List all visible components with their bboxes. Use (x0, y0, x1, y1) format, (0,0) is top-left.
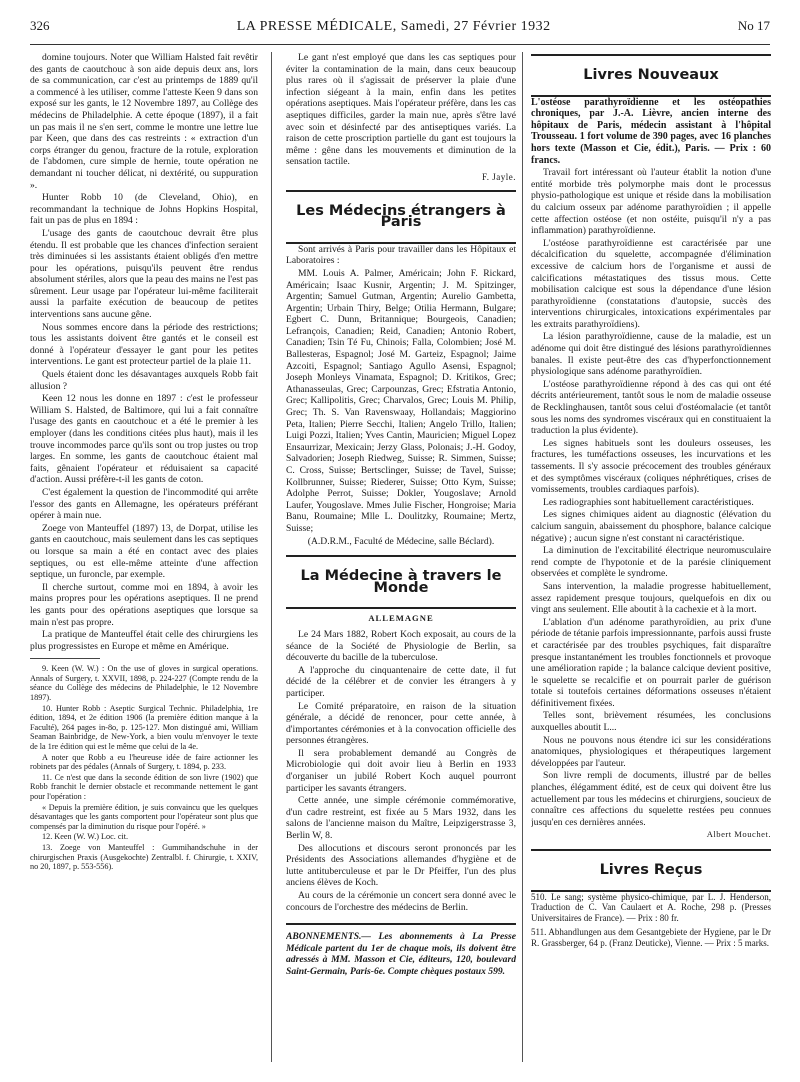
section-books-received (531, 849, 771, 892)
review-heading: L'ostéose parathyroïdienne et les ostéopathies chroniques, par J.-A. Lièvre, ancien interne des hôpitaux de Paris, médecin assistant à l'hôpital Trousseau. 1 fort volume de 390 pages, avec 16 planches hors texte (Masson et Cie, édit.), Paris. — Prix : 60 francs. (531, 96, 771, 166)
paragraph: C'est également la question de l'incommodité qui arrête l'essor des gants en Allemagne, les opérateurs préférant opérer à main nue. (30, 486, 258, 522)
paragraph: Keen 12 nous les donne en 1897 : c'est le professeur William S. Halsted, de Baltimore, qui lui a fait connaître l'usage des gants en caoutchouc et a été le premier à les employer (dans les conditions citées plus haut), mais il les trouve incommodes parce qu'ils sont ou trop justes ou trop larges. En somme, les gants de caoutchouc étaient mal faits, gênaient l'opérateur et réduisaient sa capacité d'action. Aussi préfère-t-il les gants de coton. (30, 393, 258, 486)
section-title: Livres Reçus (599, 862, 703, 878)
section-intro: Sont arrivés à Paris pour travailler dans les Hôpitaux et Laboratoires : (286, 243, 516, 267)
journal-title: LA PRESSE MÉDICALE, Samedi, 27 Février 1932 (236, 19, 551, 34)
paragraph: Le gant n'est employé que dans les cas septiques pour éviter la contamination de la main, dans ceux beaucoup plus rares où il s'agissait de préserver la plaie d'une infection siégeant à la main, enfin dans les petites opérations aseptiques. Mais l'opérateur préfère, dans les cas aseptiques difficiles, garder la main nue, après s'être lavé avec soin et désinfecté par des antiseptiques variés. La raison de cette proscription partielle du gant est toujours la même : gêne dans les mouvements et diminution de la sensation tactile. (286, 52, 516, 168)
paragraph: La pratique de Manteuffel était celle des chirurgiens les plus progressistes en Europe et même en Amérique. (30, 629, 258, 652)
footnote: 10. Hunter Robb : Aseptic Surgical Technic. Philadelphia, 1re édition, 1894, et 2e édition 1906 (la première édition manque à la Faculté), 264 pages in-8o, p. 125-127. Mon distingué ami, William Seaman Bainbridge, de New-York, a bien voulu m'envoyer le texte de la 1re édition qui est le même que celui de la 4e. (30, 703, 258, 752)
issue-number: No 17 (737, 18, 770, 33)
column-divider (522, 52, 523, 1062)
footnote: A noter que Robb a eu l'heureuse idée de faire actionner les robinets par des pédales (Annals of Surgery, t. 1894, p. 233. (30, 752, 258, 772)
doctors-source: (A.D.R.M., Faculté de Médecine, salle Béclard). (307, 535, 495, 547)
paragraph: La lésion parathyroïdienne, cause de la maladie, est un adénome qui doit être distingué des lésions parathyroïdiennes banales. Il existe peut-être des cas d'hyperfonctionnement physiologique sans adénome parathyroïdien. (531, 331, 771, 378)
paragraph: Il sera probablement demandé au Congrès de Microbiologie qui doit avoir lieu à Berlin en 1933 d'organiser un jubilé Robert Koch auquel pourront participer les savants étrangers. (286, 747, 516, 794)
book-entry: 510. Le sang; système physico-chimique, par L. J. Henderson, Traduction de C. Van Caulaert et A. Roche, 298 p. (Presses Universitaires de France). — Prix : 80 fr. (531, 891, 771, 923)
author-signature: F. Jayle. (481, 171, 516, 182)
paragraph: Travail fort intéressant où l'auteur établit la notion d'une entité morbide très polymorphe mais dont le processus physio-pathologique est unique et réside dans la mobilisation du calcium osseux par adénome parathyroïdien ; il appelle cette affection ostéose (et non ostéite, puisqu'il n'y a pas inflammation) parathyroïdienne. (531, 167, 771, 237)
section-title: La Médecine à travers le Monde (300, 568, 502, 596)
article-body (30, 52, 258, 652)
paragraph: Sans intervention, la maladie progresse habituellement, assez rapidement presque toujours, quelquefois en dix ou vingt ans seulement. Elle aboutit à la cachexie et à la mort. (531, 580, 771, 616)
book-entry: 511. Abhandlungen aus dem Gesantgebiete der Hygiene, par le Dr R. Grassberger, 64 p. (Franz Deuticke), Vienne. — Prix : 5 marks. (531, 927, 771, 948)
article-body-continued (286, 52, 516, 168)
books-list (531, 892, 771, 949)
paragraph: Son livre rempli de documents, illustré par de belles planches, élégamment édité, est de ceux qui doivent être lus actuellement par tous les médecins et chirurgiens, soucieux de connaître ces affections du squelette restées peu connues jusqu'en ces dernières années. (531, 770, 771, 828)
paragraph: Quels étaient donc les désavantages auxquels Robb fait allusion ? (30, 369, 258, 392)
paragraph: Nous sommes encore dans la période des restrictions; tous les assistants doivent être gantés et le conseil est donné à l'opérateur d'essayer le gant pour les petites interventions. Le gant est protecteur partiel de la plaie 11. (30, 321, 258, 368)
column-divider (271, 52, 272, 1062)
paragraph: domine toujours. Noter que William Halsted fait revêtir des gants de caoutchouc à son aide depuis deux ans, lors de sa communication, car c'est au printemps de 1889 qu'il a commencé à les utiliser, comme l'atteste Keen 9 dans son exposé sur les gants, le 12 Novembre 1897, au Collège des médecins de Philadelphie. A cette époque (1897), il a fait un pas mais il ne s'en sert, comme le montre une lettre lue par Keen, que dans des cas restreints : « extraction d'un corps étranger du genou, fracture de la rotule, exploration de l'abdomen, cure simple de hernie, toute opération ne demandant ni toucher délicat, ni dextérité, ou suppuration ». (30, 52, 258, 191)
column-middle (286, 52, 516, 1062)
paragraph: L'ostéose parathyroïdienne est caractérisée par une décalcification du squelette, accompagnée d'élimination excessive de calcium hors de l'organisme et aussi de calcifications métastatiques des tissus mous. Cette mobilisation calcique est sous la dépendance d'une lésion parathyroïdienne (constatations d'autopsie, succès des interventions chirurgicales, intoxications expérimentales par les extraits parathyroïdiens). (531, 237, 771, 330)
footnote: 9. Keen (W. W.) : On the use of gloves in surgical operations. Annals of Surgery, t. XXVII, 1898, p. 224-227 (Compte rendu de la séance du Collège des médecins de Philadelphie, le 12 Novembre 1897). (30, 664, 258, 703)
paragraph: Les radiographies sont habituellement caractéristiques. (543, 496, 754, 508)
paragraph: L'usage des gants de caoutchouc devrait être plus étendu. Il est probable que les chances d'infection seraient très diminuées si les assistants étaient obligés d'en mettre pour les opérations, puisqu'ils peuvent être rendus absolument stériles, alors que la peau des mains ne l'est pas sûrement. Leur usage par l'opérateur lui-même faciliterait aussi la parfaite exécution de beaucoup de petites interventions sans aucune gêne. (30, 227, 258, 321)
paragraph: Des allocutions et discours seront prononcés par les Présidents des Associations allemandes d'hygiène et de lutte antituberculeuse et par le Dr Pfeiffer, l'un des plus anciens élèves de Koch. (286, 842, 516, 889)
news-body (286, 629, 516, 913)
footnote: 12. Keen (W. W.) Loc. cit. (42, 832, 129, 842)
footnote: 11. Ce n'est que dans la seconde édition de son livre (1902) que Robb franchit le dernier obstacle et recommande nettement le gant pour l'opération : (30, 772, 258, 801)
paragraph: Telles sont, brièvement résumées, les conclusions auxquelles aboutit L... (531, 710, 771, 734)
paragraph: Cette année, une simple cérémonie commémorative, d'un cadre restreint, est fixée au 5 Mars 1932, dans les salons de l'ancienne maison du Maître, Leipzigerstrasse 3, Berlin W, 8. (286, 795, 516, 842)
section-new-books (531, 54, 771, 97)
footnotes (30, 664, 258, 871)
paragraph: A l'approche du cinquantenaire de cette date, il fut décidé de la célébrer et de convier les étrangers à y participer. (286, 664, 516, 699)
paragraph: Nous ne pouvons nous étendre ici sur les considérations anatomiques, physiologiques et thérapeutiques largement développées par l'auteur. (531, 734, 771, 769)
paragraph: Au cours de la cérémonie un concert sera donné avec le concours de l'orchestre des médecins de Berlin. (286, 890, 516, 913)
subscriptions-notice: ABONNEMENTS.— Les abonnements à La Presse Médicale partent du 1er de chaque mois, ils doivent être adressés à MM. Masson et Cie, éditeurs, 120, boulevard Saint-Germain, Paris-6e. Compte chèques postaux 599. (286, 923, 516, 977)
footnote: « Depuis la première édition, je suis convaincu que les quelques désavantages que les gants comportent pour l'opérateur sont plus que compensés par la diminution du risque pour l'opéré. » (30, 802, 258, 831)
country-subheading: ALLEMAGNE (368, 613, 434, 624)
paragraph: Les signes habituels sont les douleurs osseuses, les fractures, les tuméfactions osseuses, les incurvations et les tassements. Il s'y associe précocement des troubles généraux et des symptômes viscéraux (coliques néphrétiques, crises de vomissements, troubles cardiaques parfois). (531, 437, 771, 496)
footnote: 13. Zoege von Manteuffel : Gummihandschuhe in der chirurgischen Praxis (Ausgekochte) Zentralbl. f. Chirurgie, t. XXIV, no 20, 1897, p. 553-556). (30, 842, 258, 872)
paragraph: L'ostéose parathyroïdienne répond à des cas qui ont été décrits antérieurement, tantôt sous le nom de maladie osseuse de Recklinghausen, tantôt sous celui d'ostéomalacie (et tantôt sous les noms des syndromes viscéraux qui en constituaient la traduction la plus évidente). (531, 378, 771, 437)
page-number: 326 (30, 18, 50, 33)
doctors-list: MM. Louis A. Palmer, Américain; John F. Rickard, Américain; Isaac Kusnir, Argentin; J. M. Spitzinger, Argentin; Samuel Gutman, Argentin; Aurelio Gambetta, Argentin; Urbain Thiry, Belge; Otilia Hermann, Bulgare; Egbert C. Dunn, Britannique; Bourgeois, Canadien; Lefrançois, Canadien; Reid, Canadien; Antonio Robert, Canadien; Tsin Té Fu, Chinois; Falla, Colombien; José M. Ballesteras, Espagnol; José M. Garteiz, Espagnol; Jaime Azcoiti, Espagnol; Santiago Agullo Asensi, Espagnol; Joseph Monleys Vinamata, Espagnol; D. Kritikos, Grec; Athanasseulas, Grec; Carpounzas, Grec; Efstratia Antonio, Grec; Kallipolitis, Grec; Charvalos, Grec; Louis M. Philip, Grec; Th. S. Van Ravenswaay, Hollandais; Maggiorino Peta, Italien; Pierre Secchi, Italien; Angelo Trillo, Italien; Luigi Pozzi, Italien; Yves Cantin, Mauricien; Miguel Lopez Ensaurrizar, Mexicain; Jerzy Glass, Polonais; J.-H. Godoy, Salvadorien; Joseph Riedweg, Suisse; R. Simmen, Suisse; C. Cross, Suisse; Bertsclinger, Suisse; de Tavel, Suisse; Kollbrunner, Suisse; Riederer, Suisse; Otto Kym, Suisse; Adolphe Perrot, Suisse; Dokler, Yougoslave; Arnold Laufer, Yougoslave. Mmes Julie Fischer, Hongroise; Maria Banu, Roumaine; Mlle L. Doulitzky, Roumaine; Mertz, Suisse; (286, 267, 516, 534)
paragraph: Le 24 Mars 1882, Robert Koch exposait, au cours de la séance de la Société de Physiologie de Berlin, sa découverte du bacille de la tuberculose. (286, 628, 516, 664)
reviewer-signature: Albert Mouchet. (706, 829, 771, 840)
paragraph: L'ablation d'un adénome parathyroïdien, au prix d'une période de tétanie parfois impressionnante, parfois aussi fruste et caractérisée par des troubles psychiques, fait disparaître presque instantanément les troubles fonctionnels et provoque une amélioration rapide ; la balance calcique devient positive, le squelette se recalcifie et on pourrait parler de guérison totale si toutefois certaines déformations osseuses n'étaient définitivement fixées. (531, 616, 771, 709)
paragraph: Le Comité préparatoire, en raison de la situation générale, a décidé de renoncer, pour cette année, à d'importantes cérémonies et à la convocation officielle des personnes étrangères. (286, 700, 516, 747)
paragraph: La diminution de l'excitabilité électrique neuromusculaire rend compte de l'hypotonie et de la parésie cliniquement observées et complète le syndrome. (531, 545, 771, 580)
paragraph: Il cherche surtout, comme moi en 1894, à avoir les mains propres pour les opérations aseptiques. Il ne prend les gants pour des opérations aseptiques que lorsque sa main n'est pas propre. (30, 581, 258, 628)
section-title: Les Médecins étrangers à Paris (296, 202, 506, 231)
column-left (30, 52, 258, 1062)
paragraph: Les signes chimiques aident au diagnostic (élévation du calcium sanguin, abaissement du phosphore, balance calcique négative) ; aucun signe n'est constant ni caractéristique. (531, 509, 771, 544)
section-foreign-doctors (286, 190, 516, 244)
column-right (531, 52, 771, 1062)
paragraph: Zoege von Manteuffel (1897) 13, de Dorpat, utilise les gants en caoutchouc, mais seulement dans les cas septiques ou lorsque sa main a été en contact avec des plaies septiques, ou est elle-même atteinte d'une affection septique, un furoncle, par exemple. (30, 522, 258, 581)
section-medicine-world (286, 555, 516, 609)
footnote-rule (30, 658, 100, 659)
section-title: Livres Nouveaux (583, 67, 719, 83)
paragraph: Hunter Robb 10 (de Cleveland, Ohio), en recommandant la technique de Johns Hopkins Hospital, fait un pas de plus en 1894 : (30, 192, 258, 227)
page-header (30, 18, 770, 45)
review-body (531, 167, 771, 828)
